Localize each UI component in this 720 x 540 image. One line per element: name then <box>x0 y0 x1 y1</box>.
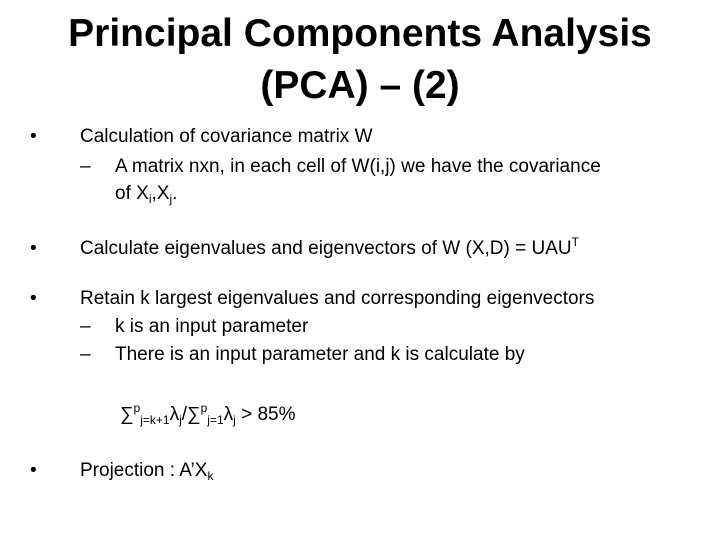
subitem-calc: There is an input parameter and k is calculate by <box>115 344 525 365</box>
bullet-eigen: Calculate eigenvalues and eigenvectors of W $(X,D) = UAU^T$ <box>80 235 579 259</box>
title-line-2: (PCA) – (2) <box>260 64 460 107</box>
subitem-matrix-cont: of $X_i,X_j$. <box>115 183 178 206</box>
bullet-projection: Projection : $A’X_k$ <box>80 460 214 483</box>
dash-marker: – <box>80 316 91 337</box>
bullet-marker: • <box>30 460 37 481</box>
title-line-1: Principal Components Analysis <box>68 12 652 55</box>
bullet-covariance: Calculation of covariance matrix W <box>80 126 373 147</box>
variance-formula: $\sum^p_{j=k+1}\lambda_j/\sum^p_{j=1}\lambda_j > 85\%$ <box>120 401 296 427</box>
bullet-retain: Retain k largest eigenvalues and corresponding eigenvectors <box>80 288 595 309</box>
dash-marker: – <box>80 156 91 177</box>
bullet-marker: • <box>30 238 37 259</box>
bullet-marker: • <box>30 126 37 147</box>
dash-marker: – <box>80 344 91 365</box>
subitem-k-param: k is an input parameter <box>115 316 309 337</box>
subitem-matrix: A matrix nxn, in each cell of W(i,j) we have the covariance <box>115 156 601 177</box>
bullet-marker: • <box>30 288 37 309</box>
